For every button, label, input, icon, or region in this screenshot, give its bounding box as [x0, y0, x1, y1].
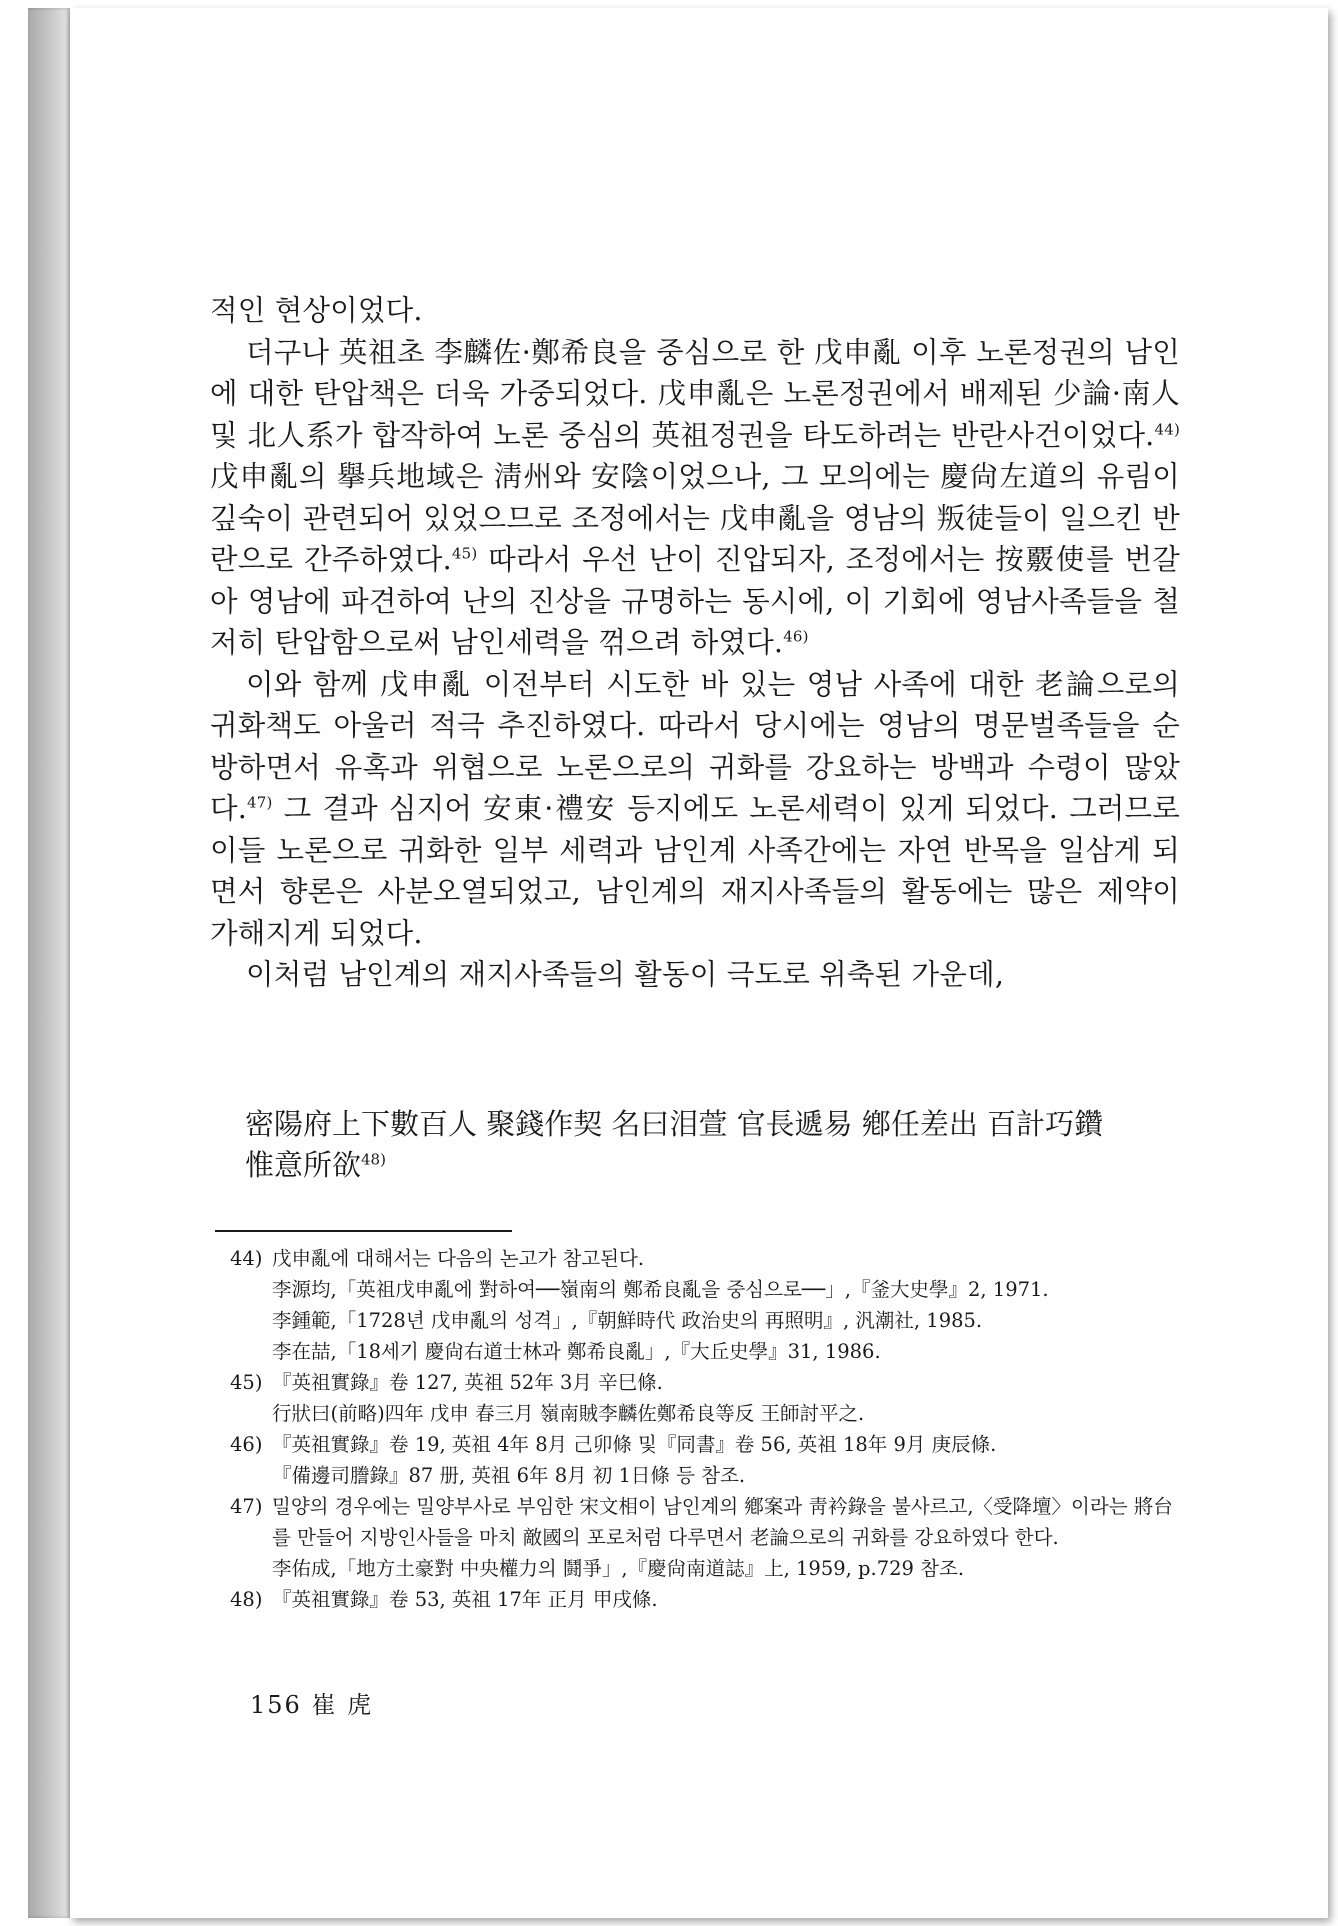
- footnote-number: 44): [230, 1247, 263, 1270]
- footnote-line: 行狀曰(前略)四年 戊申 春三月 嶺南賊李麟佐鄭希良等反 王師討平之.: [272, 1402, 865, 1425]
- page-number: 156: [250, 1691, 302, 1719]
- quote-line-2: [245, 1145, 1185, 1186]
- footnote-ref-47[interactable]: 47): [247, 793, 273, 812]
- block-quote: [245, 1104, 1185, 1186]
- footnote-number: 48): [230, 1588, 263, 1611]
- footnote-line: 『備邊司謄錄』87 册, 英祖 6年 8月 初 1日條 등 참조.: [272, 1464, 746, 1487]
- footnote-48: [230, 1584, 1190, 1615]
- footnote-line: 李鍾範,「1728년 戊申亂의 성격」,『朝鮮時代 政治史의 再照明』, 汎潮社, 1985.: [272, 1309, 983, 1332]
- footnote-45: [230, 1367, 1190, 1429]
- footnote-body: [272, 1584, 1190, 1615]
- paragraph-2-text-c: 따라서 우선 난이 진압되자, 조정에서는 按覈使를 번갈아 영남에 파견하여 난의 진상을 규명하는 동시에, 이 기회에 영남사족들을 철저히 탄압함으로써 남인세력을 꺾으려 하였다.: [210, 543, 1180, 659]
- footnote-line: 李佑成,「地方土豪對 中央權力의 鬪爭」,『慶尙南道誌』上, 1959, p.729 참조.: [272, 1557, 965, 1580]
- author-name: 崔 虎: [311, 1691, 374, 1719]
- footnote-ref-46[interactable]: 46): [783, 627, 809, 646]
- footnote-line: 李源均,「英祖戊申亂에 對하여──嶺南의 鄭希良亂을 중심으로──」,『釜大史學』2, 1971.: [272, 1278, 1049, 1301]
- footnote-line: 밀양의 경우에는 밀양부사로 부임한 宋文相이 남인계의 鄕案과 靑衿錄을 불사르고,〈受降壇〉이라는 將台를 만들어 지방인사들을 마치 敵國의 포로처럼 다루면서 老論으로의 귀화를 강요하였다 한다.: [272, 1495, 1173, 1549]
- quote-line-1: 密陽府上下數百人 聚錢作契 名曰泪萱 官長遞易 鄕任差出 百計巧鑽: [245, 1107, 1104, 1141]
- paragraph-4: [210, 954, 1180, 996]
- footnote-body: [272, 1367, 1190, 1429]
- paragraph-1: [210, 290, 1180, 332]
- paragraph-4-text: 이처럼 남인계의 재지사족들의 활동이 극도로 위축된 가운데,: [246, 958, 1005, 991]
- paragraph-2-text-b: 戊申亂의 擧兵地域은 淸州와 安陰이었으나, 그 모의에는 慶尙左道의 유림이 깊숙이 관련되어 있었으므로 조정에서는 戊申亂을 영남의 叛徒들이 일으킨 반란으로 간주하였다.: [210, 460, 1180, 576]
- footnote-number: 45): [230, 1371, 263, 1394]
- footnote-47: [230, 1491, 1190, 1584]
- book-spine: [28, 8, 70, 1918]
- footnote-ref-45[interactable]: 45): [451, 544, 478, 563]
- page-footer: [250, 1685, 373, 1720]
- footnote-ref-48[interactable]: 48): [361, 1150, 386, 1169]
- footnote-46: [230, 1429, 1190, 1491]
- quote-line-2-text: 惟意所欲: [245, 1148, 362, 1182]
- footnotes: [230, 1243, 1190, 1615]
- footnote-body: [272, 1429, 1190, 1491]
- body-text: [210, 290, 1180, 996]
- paragraph-2-text-a: 더구나 英祖초 李麟佐·鄭希良을 중심으로 한 戊申亂 이후 노론정권의 남인에 대한 탄압책은 더욱 가중되었다. 戊申亂은 노론정권에서 배제된 少論·南人 및 北人系가 합작하여 노론 중심의 英祖정권을 타도하려는 반란사건이었다.: [210, 335, 1180, 452]
- footnote-number: 47): [230, 1495, 263, 1518]
- paragraph-1-text: 적인 현상이었다.: [210, 294, 423, 327]
- paragraph-3-text-a: 이와 함께 戊申亂 이전부터 시도한 바 있는 영남 사족에 대한 老論으로의 귀화책도 아울러 적극 추진하였다. 따라서 당시에는 영남의 명문벌족들을 순방하면서 유혹과 위협으로 노론으로의 귀화를 강요하는 방백과 수령이 많았다.: [210, 667, 1180, 825]
- footnote-body: [272, 1491, 1190, 1584]
- footnote-line: 『英祖實錄』卷 53, 英祖 17年 正月 甲戌條.: [272, 1588, 658, 1611]
- footnote-line: 李在喆,「18세기 慶尙右道士林과 鄭希良亂」,『大丘史學』31, 1986.: [272, 1340, 881, 1363]
- footnote-ref-44[interactable]: 44): [1154, 420, 1180, 438]
- paragraph-3-text-b: 그 결과 심지어 安東·禮安 등지에도 노론세력이 있게 되었다. 그러므로 이들 노론으로 귀화한 일부 세력과 남인계 사족간에는 자연 반목을 일삼게 되면서 향론은 사분오열되었고, 남인계의 재지사족들의 활동에는 많은 제약이 가해지게 되었다.: [210, 792, 1180, 950]
- footnote-number: 46): [230, 1433, 263, 1456]
- footnote-44: [230, 1243, 1190, 1367]
- paragraph-2: [210, 332, 1180, 664]
- footnote-line: 『英祖實錄』卷 19, 英祖 4年 8月 己卯條 및『同書』卷 56, 英祖 18年 9月 庚辰條.: [272, 1433, 997, 1456]
- footnote-divider: [215, 1230, 512, 1232]
- footnote-body: [272, 1243, 1190, 1367]
- footnote-line: 戊申亂에 대해서는 다음의 논고가 참고된다.: [272, 1247, 645, 1270]
- paragraph-3: [210, 664, 1180, 955]
- footnote-line: 『英祖實錄』卷 127, 英祖 52年 3月 辛巳條.: [272, 1371, 663, 1394]
